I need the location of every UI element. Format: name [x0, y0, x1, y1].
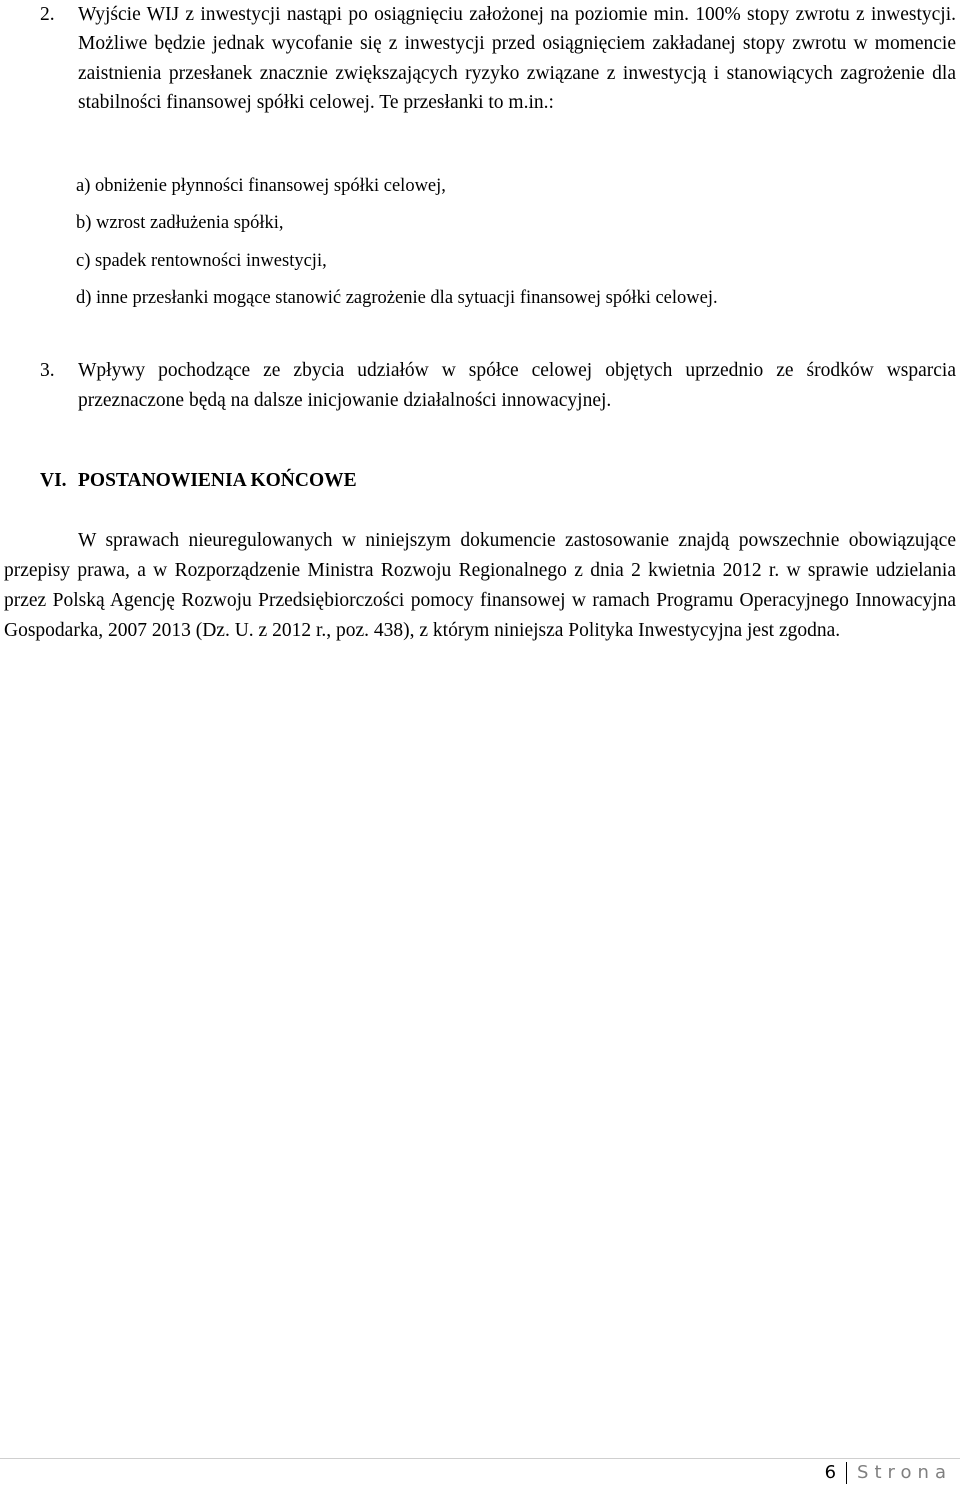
list-item-2 [40, 0, 956, 117]
sub-list [76, 168, 936, 316]
list-item-number: 2. [40, 4, 55, 25]
list-item-text: Wyjście WIJ z inwestycji nastąpi po osiągnięciu założonej na poziomie min. 100% stopy zwrotu z inwestycji. Możliwe będzie jednak wycofanie się z inwestycji przed osiągnięciem zakładanej stopy zwrotu w momencie zaistnienia przesłanek znacznie zwiększających ryzyko związane z inwestycją i stanowiących zagrożenie dla stabilności finansowej spółki celowej. Te przesłanki to m.in.: [78, 4, 956, 113]
list-item-number: 3. [40, 360, 55, 381]
page-label: Strona [857, 1462, 952, 1483]
footer-divider [0, 1458, 960, 1459]
list-item-text: Wpływy pochodzące ze zbycia udziałów w spółce celowej objętych uprzednio ze środków wsparcia przeznaczone będą na dalsze inicjowanie działalności innowacyjnej. [78, 360, 956, 411]
chapter-number: VI. [40, 470, 67, 491]
footer-separator [846, 1462, 847, 1484]
chapter-title: POSTANOWIENIA KOŃCOWE [78, 470, 357, 491]
page-number: 6 [824, 1462, 837, 1483]
chapter-heading [40, 466, 940, 496]
sub-list-item-d: d) inne przesłanki mogące stanowić zagrożenie dla sytuacji finansowej spółki celowej. [76, 287, 718, 308]
sub-list-item-a: a) obniżenie płynności finansowej spółki celowej, [76, 176, 446, 196]
list-item-3 [40, 356, 956, 416]
page-footer [825, 1460, 952, 1486]
sub-list-item-b: b) wzrost zadłużenia spółki, [76, 213, 284, 234]
sub-list-item-c: c) spadek rentowności inwestycji, [76, 250, 327, 271]
chapter-paragraph: W sprawach nieuregulowanych w niniejszym dokumencie zastosowanie znajdą powszechnie obowiązujące przepisy prawa, a w Rozporządzenie Ministra Rozwoju Regionalnego z dnia 2 kwietnia 2012 r. w sprawie udzielania przez Polską Agencję Rozwoju Przedsiębiorczości pomocy finansowej w ramach Programu Operacyjnego Innowacyjna Gospodarka, 2007 2013 (Dz. U. z 2012 r., poz. 438), z którym niniejsza Polityka Inwestycyjna jest zgodna. [4, 530, 956, 641]
